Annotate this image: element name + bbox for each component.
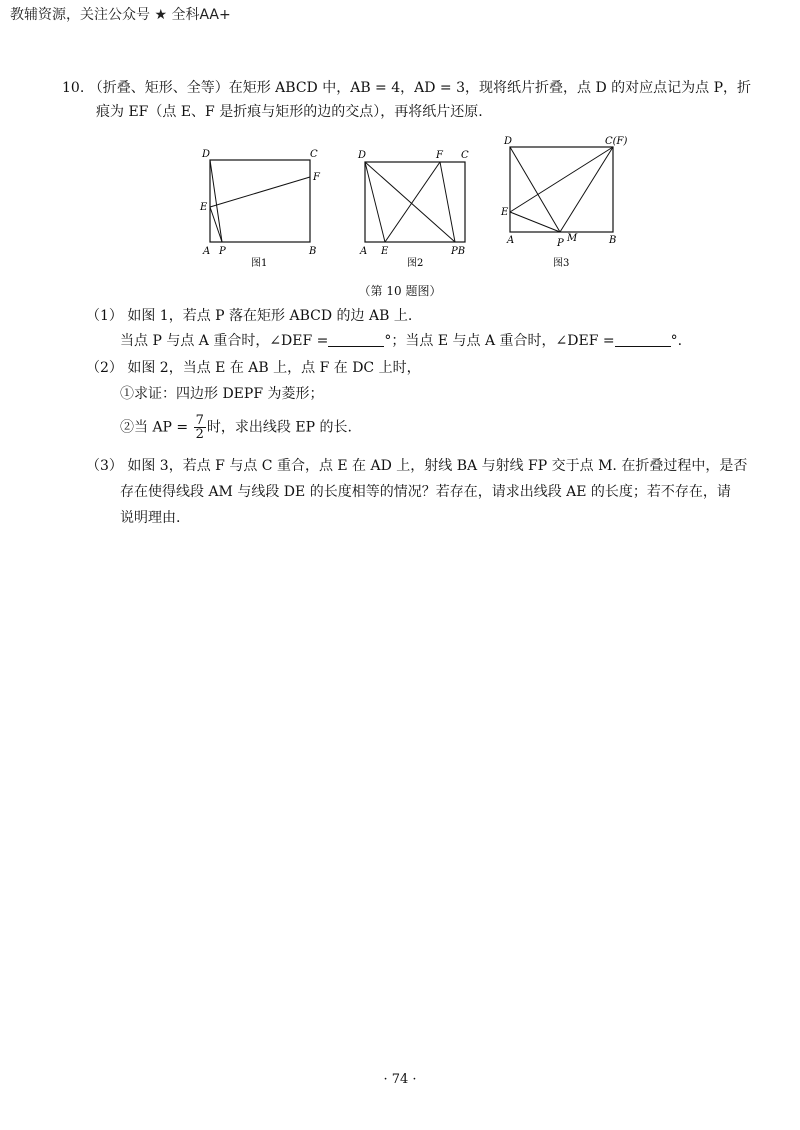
fraction-7-over-2 [194,414,206,441]
fig3-label-D: D [504,136,513,147]
answer-blank-1 [328,332,384,347]
part1-text-a: 当点 P 与点 A 重合时，∠DEF = [120,333,329,349]
part1-line1: （1） 如图 1，若点 P 落在矩形 ABCD 的边 AB 上. [86,308,413,324]
fig2-label-A: A [360,246,368,257]
fig3-label-B: B [609,235,617,246]
answer-blank-2 [615,332,671,347]
question-intro-line1 [62,78,751,98]
figure-3 [501,136,645,270]
fig1-label-D: D [202,149,211,160]
fig1-label-P: P [219,246,226,257]
fig1-rectangle [210,160,310,242]
fig2-line-DP [365,162,455,242]
question-intro-line2: 痕为 EF（点 E、F 是折痕与矩形的边的交点），再将纸片还原. [96,104,483,120]
part2-text-a: ②当 AP = [120,419,189,436]
fig1-caption: 图1 [251,258,268,269]
fraction-numerator: 7 [195,413,204,428]
fig3-line-DP [510,147,560,232]
fig2-label-D: D [358,150,367,161]
fig3-line-EC [510,147,613,212]
fig3-label-CF: C(F) [605,136,628,147]
fig2-rectangle [365,162,465,242]
part3-line2: 存在使得线段 AM 与线段 DE 的长度相等的情况？若存在，请求出线段 AE 的长度；若不存在，请 [120,484,731,500]
part2-line3 [120,414,352,441]
fig2-label-PB: PB [451,246,466,257]
fraction-denominator: 2 [195,427,204,442]
part2-text-b: 时，求出线段 EP 的长. [206,419,352,436]
fig1-label-C: C [310,149,318,160]
part3-line1: （3） 如图 3，若点 F 与点 C 重合，点 E 在 AD 上，射线 BA 与射线 FP 交于点 M. 在折叠过程中，是否 [86,458,748,474]
fig3-line-CP [560,147,613,232]
part1-line2 [120,331,682,351]
figure-2 [355,140,485,270]
fig3-line-EP [510,212,560,232]
part1-text-c: °. [670,333,683,349]
fig2-label-F: F [436,150,443,161]
fig2-caption: 图2 [407,258,424,269]
fig1-label-F: F [313,172,320,183]
part2-line2: ①求证：四边形 DEPF 为菱形； [120,386,324,402]
fig3-label-M: M [567,233,578,244]
part3-line3: 说明理由. [120,510,181,526]
page-number: · 74 · [383,1072,417,1087]
fig1-label-E: E [200,202,208,213]
fig2-label-C: C [461,150,469,161]
fig2-label-E: E [381,246,389,257]
fig3-label-E: E [501,207,509,218]
part2-line1: （2） 如图 2，当点 E 在 AB 上，点 F 在 DC 上时， [86,360,421,376]
fig1-line-PE [210,207,222,242]
figure-1 [195,140,325,270]
figures-area [195,136,645,270]
header-watermark-text: 教辅资源，关注公众号 ★ 全科AA+ [10,7,231,23]
fig2-line-DE [365,162,385,242]
part1-text-b: °；当点 E 与点 A 重合时，∠DEF = [384,333,615,349]
fig3-caption: 图3 [553,258,570,269]
fig1-line-EF [210,177,310,207]
fig1-label-A: A [203,246,211,257]
fig3-label-P: P [557,238,564,249]
fig1-label-B: B [309,246,317,257]
question-intro-text1: （折叠、矩形、全等）在矩形 ABCD 中，AB = 4，AD = 3，现将纸片折叠，点 D 的对应点记为点 P，折 [88,80,752,96]
fig3-label-A: A [507,235,515,246]
question-number: 10. [62,80,85,96]
fig2-line-FE [385,162,440,242]
figure-caption: （第 10 题图） [358,284,442,298]
fig3-rectangle [510,147,613,232]
fig1-line-DP [210,160,222,242]
